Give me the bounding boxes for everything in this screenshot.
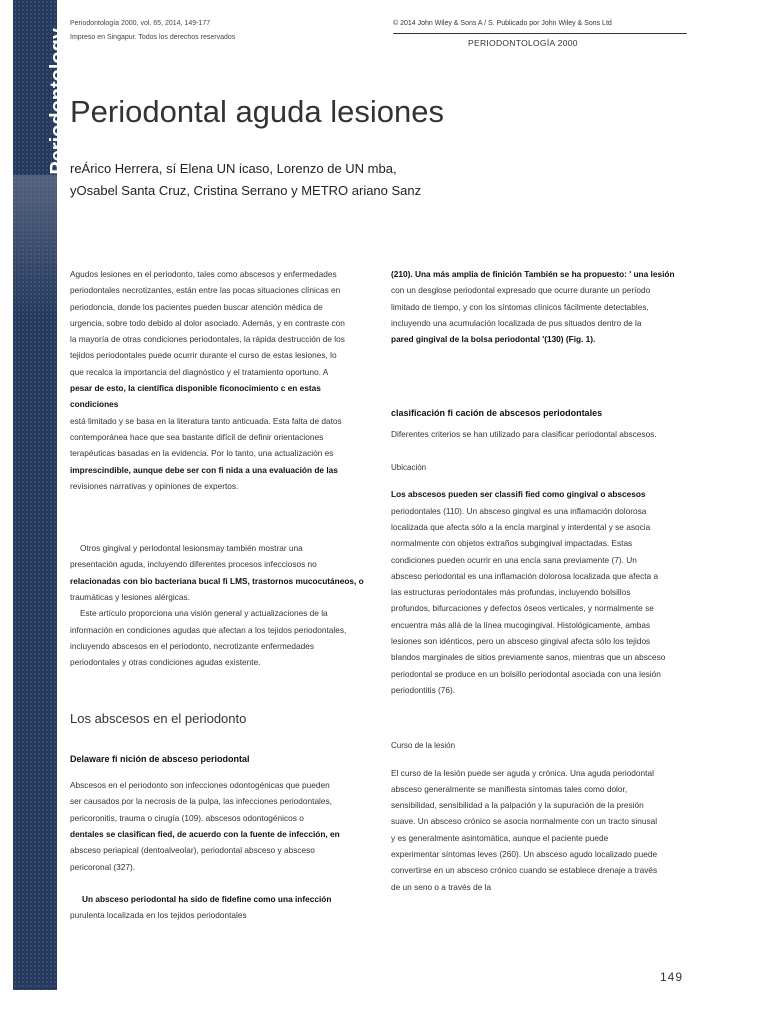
subsection-heading: Delaware fi nición de absceso periodontal (70, 753, 250, 764)
text-line: la mayoría de otras condiciones periodontales, la rápida destrucción de los (70, 334, 345, 345)
location-paragraph (391, 486, 691, 698)
journal-logo-line1: Periodontology (47, 28, 69, 175)
text-line: periodontales necrotizantes, están entre las pocas situaciones clínicas en (70, 285, 341, 296)
header-rule (393, 33, 687, 34)
text-line: absceso periodontal es una inflamación dolorosa localizada que afecta a (391, 570, 659, 581)
text-line: encuentra más allá de la línea mucogingival. Histológicamente, ambas (391, 619, 651, 630)
authors-line-2: yOsabel Santa Cruz, Cristina Serrano y METRO ariano Sanz (70, 183, 422, 198)
text-line: dentales se clasifican fied, de acuerdo con la fuente de infección, en (70, 829, 340, 840)
text-line: pesar de esto, la científica disponible ficonocimiento c en estas condiciones (70, 383, 321, 410)
print-notice: Impreso en Singapur. Todos los derechos reservados (70, 34, 236, 41)
text-line: urgencia, sobre todo debido al dolor asociado. Además, y en contraste con (70, 317, 345, 328)
left-column (70, 266, 370, 924)
text-line: purulenta localizada en los tejidos periodontales (70, 910, 247, 921)
classification-paragraph: Diferentes criterios se han utilizado para clasificar periodontal abscesos. (391, 428, 657, 439)
text-line: periodontales (110). Un absceso gingival es una inflamación dolorosa (391, 505, 647, 516)
abstract-paragraph (70, 266, 370, 494)
author-list (70, 158, 490, 202)
text-line: normalmente con objetos extraños subgingival impactadas. Estas (391, 538, 633, 549)
text-line: localizada que afecta sólo a la encía marginal y interdental y se asocia (391, 521, 651, 532)
text-line: periodoncia, donde los pacientes pueden buscar atención médica de (70, 301, 323, 312)
text-line: experimentar síntomas leves (260). Un absceso agudo localizado puede (391, 849, 658, 860)
text-line: absceso periapical (dentoalveolar), periodontal absceso y absceso (70, 845, 315, 856)
text-line: pericoronitis, trauma o cirugía (109). abscesos odontogénicos o (70, 812, 304, 823)
text-line: traumáticas y lesiones alérgicas. (70, 592, 190, 603)
text-line: revisiones narrativas y opiniones de expertos. (70, 480, 239, 491)
definition-paragraph-2 (70, 891, 370, 924)
text-line: está limitado y se basa en la literatura tanto anticuada. Esta falta de datos (70, 415, 342, 426)
text-line: sensibilidad, sensibilidad a la palpación y la supuración de la presión (391, 800, 644, 811)
text-line: incluyendo una acumulación localizada de pus situados dentro de la (391, 317, 642, 328)
running-head: PERIODONTOLOGÍA 2000 (468, 38, 578, 48)
sidebar-gradient (13, 175, 57, 315)
text-line: Los abscesos pueden ser classifi fied como gingival o abscesos (391, 489, 646, 500)
text-line: suave. Un absceso crónico se asocia normalmente con un tracto sinusal (391, 816, 658, 827)
text-line: pared gingival de la bolsa periodontal '(130) (Fig. 1). (391, 334, 596, 345)
text-line: El curso de la lesión puede ser aguda y crónica. Una aguda periodontal (391, 767, 654, 778)
text-line: imprescindible, aunque debe ser con fi nida a una evaluación de las (70, 464, 338, 475)
text-line: periodontitis (76). (391, 684, 456, 695)
text-line: periodontales y otras condiciones agudas existente. (70, 657, 261, 668)
text-line: Otros gingival y periodontal lesionsmay también mostrar una (80, 543, 303, 554)
text-line: limitado de tiempo, y con los síntomas clínicos fácilmente detectables, (391, 301, 649, 312)
text-line: Este artículo proporciona una visión general y actualizaciones de la (80, 608, 328, 619)
text-line: convertirse en un absceso crónico cuando se establece drenaje a través (391, 865, 658, 876)
article-title: Periodontal aguda lesiones (70, 94, 444, 129)
text-line: presentación aguda, incluyendo diferentes procesos infecciosos no (70, 559, 317, 570)
text-line: condiciones pueden ocurrir en una encía sana previamente (7). Un (391, 554, 637, 565)
subsection-heading: clasificación fi cación de abscesos periodontales (391, 408, 603, 419)
text-line: pericoronal (327). (70, 861, 136, 872)
right-column (391, 266, 691, 895)
text-line: lesiones son idénticos, pero un absceso gingival afecta sólo los tejidos (391, 636, 651, 647)
header-left (70, 20, 235, 48)
text-line: tejidos periodontales puede ocurrir durante el curso de estas lesiones, lo (70, 350, 337, 361)
course-paragraph (391, 765, 691, 895)
text-line: de un seno o a través de la (391, 881, 492, 892)
copyright: © 2014 John Wiley & Sons A / S. Publicado por John Wiley & Sons Ltd (393, 20, 612, 27)
text-line: periodontal se produce en un bolsillo periodontal asociada con una lesión (391, 668, 661, 679)
section-heading: Los abscesos en el periodonto (70, 710, 247, 726)
text-line: las estructuras periodontales más profundas, incluyendo bolsillos (391, 587, 631, 598)
text-line: profundos, bifurcaciones y defectos óseos verticales, y normalmente se (391, 603, 654, 614)
course-heading: Curso de la lesión (391, 741, 456, 751)
text-line: (210). Una más amplia de finición También se ha propuesto: ' una lesión (391, 269, 675, 279)
text-line: absceso generalmente se manifiesta síntomas tales como dolor, (391, 783, 628, 794)
intro-paragraph (70, 540, 370, 670)
text-line: y es generalmente asintomática, aunque el paciente puede (391, 832, 609, 843)
citation: Periodontología 2000, vol. 65, 2014, 149-177 (70, 20, 211, 27)
journal-sidebar (13, 0, 87, 990)
text-line: relacionadas con bio bacteriana bucal fi LMS, trastornos mucocutáneos, o (70, 575, 364, 586)
text-line: Un absceso periodontal ha sido de fidefine como una infección (82, 893, 332, 904)
text-line: terapéuticas basadas en la evidencia. Por lo tanto, una actualización es (70, 448, 334, 459)
text-line: contemporánea hace que sea bastante difícil de definir orientaciones (70, 431, 324, 442)
text-line: con un desglose periodontal expresado que ocurre durante un período (391, 285, 651, 296)
text-line: Agudos lesiones en el periodonto, tales como abscesos y enfermedades (70, 269, 337, 279)
journal-logo-line2: 2000 (65, 28, 87, 73)
text-line: que recalca la importancia del diagnóstico y el tratamiento oportuno. A (70, 366, 329, 377)
authors-line-1: reÁrico Herrera, sí Elena UN icaso, Lorenzo de UN mba, (70, 161, 397, 176)
text-line: ser causados por la necrosis de la pulpa, las infecciones periodontales, (70, 796, 332, 807)
text-line: incluyendo abscesos en el periodonto, necrotizante enfermedades (70, 640, 314, 651)
definition-paragraph (70, 777, 370, 875)
page-number: 149 (660, 970, 684, 984)
text-line: información en condiciones agudas que afectan a los tejidos periodontales, (70, 624, 347, 635)
location-heading: Ubicación (391, 463, 427, 473)
continued-paragraph (391, 266, 691, 347)
text-line: Abscesos en el periodonto son infecciones odontogénicas que pueden (70, 780, 330, 791)
text-line: blandos marginales de sitios previamente sanos, mientras que un absceso (391, 652, 666, 663)
